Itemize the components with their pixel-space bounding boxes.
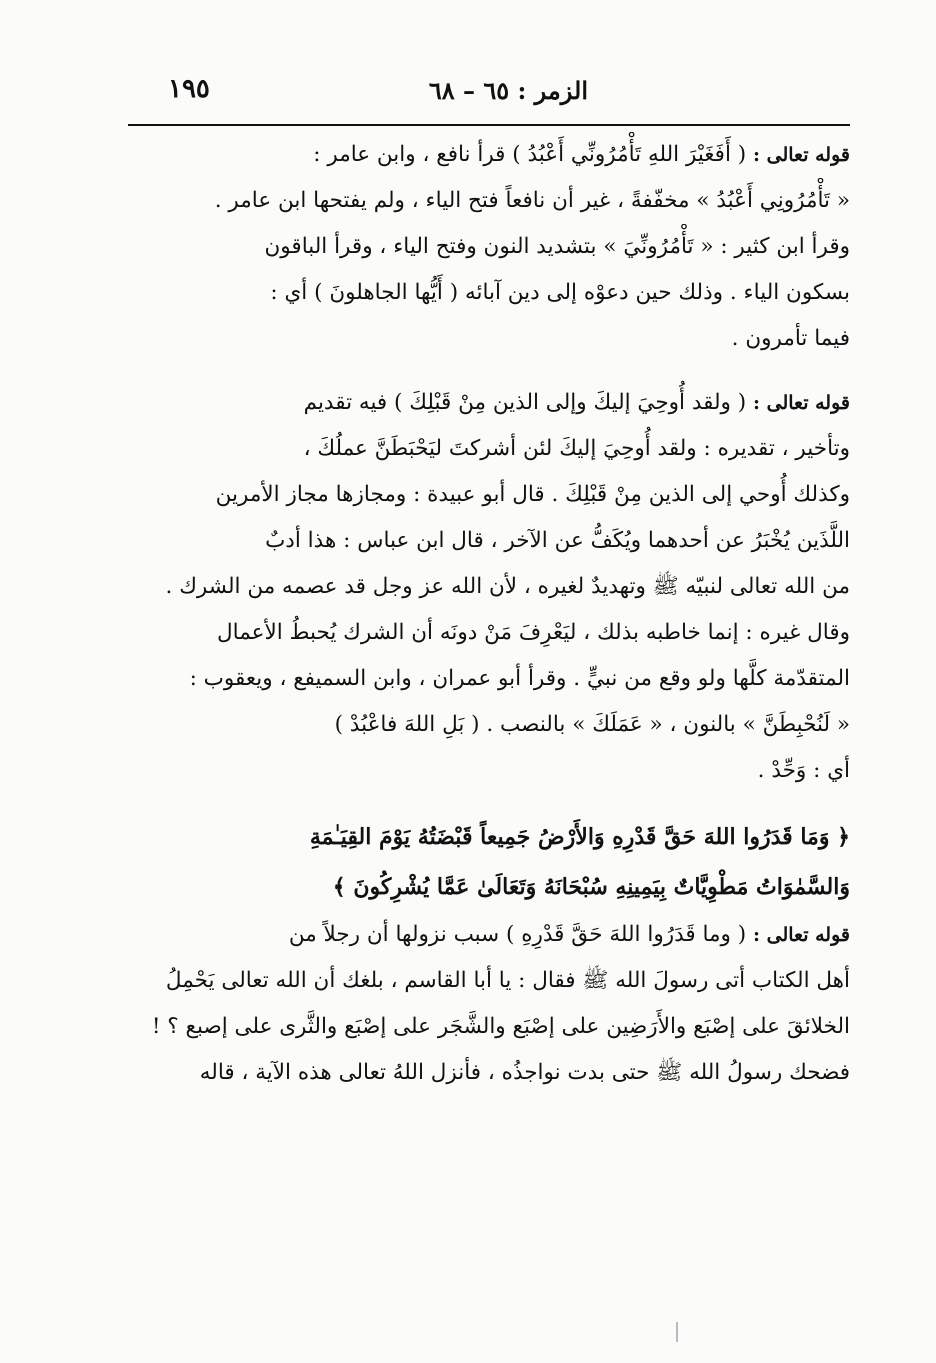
- paragraph-lead: قوله تعالى :: [753, 392, 850, 414]
- text-line: « لَنُحْبِطَنَّ » بالنون ، « عَمَلَكَ » بالنصب . ( بَلِ اللهَ فاعْبُدْ ): [334, 712, 850, 737]
- text-line: وقال غيره : إنما خاطبه بذلك ، ليَعْرِفَ مَنْ دونَه أن الشرك يُحبطُ الأعمال: [217, 620, 850, 645]
- text-line: بسكون الياء . وذلك حين دعوْه إلى دين آبائه ( أَيُّها الجاهلونَ ) أي :: [270, 280, 850, 305]
- text-line: ( أَفَغَيْرَ اللهِ تَأْمُرُونِّي أَعْبُدُ ) قرأ نافع ، وابن عامر :: [313, 142, 747, 167]
- text-line: فيما تأمرون .: [731, 326, 850, 351]
- text-line: وتأخير ، تقديره : ولقد أُوحِيَ إليكَ لئن أشركتَ ليَحْبَطَنَّ عملُكَ ،: [303, 436, 850, 461]
- surah-reference: الزمر : ٦٥ – ٦٨: [428, 76, 588, 105]
- text-line: أهل الكتاب أتى رسولَ الله ﷺ فقال : يا أبا القاسم ، بلغك أن الله تعالى يَحْمِلُ: [165, 968, 850, 993]
- paragraph-gap: [128, 362, 850, 380]
- page-number: ١٩٥: [168, 74, 210, 104]
- header-rule: [128, 124, 850, 126]
- paragraph-lead: قوله تعالى :: [753, 144, 850, 166]
- page-header: [128, 70, 848, 114]
- text-line: من الله تعالى لنبيّه ﷺ وتهديدٌ لغيره ، لأن الله عز وجل قد عصمه من الشرك .: [165, 574, 850, 599]
- text-line: اللَّذَين يُخْبَرُ عن أحدهما ويُكَفُّ عن الآخر ، قال ابن عباس : هذا أدبٌ: [265, 528, 850, 553]
- text-line: فضحك رسولُ الله ﷺ حتى بدت نواجذُه ، فأنزل اللهُ تعالى هذه الآية ، قاله: [199, 1060, 850, 1085]
- text-line: المتقدّمة كلَّها ولو وقع من نبيٍّ . وقرأ أبو عمران ، وابن السميفع ، ويعقوب :: [189, 666, 850, 691]
- page-body: [128, 132, 850, 1096]
- paragraph-gap: [128, 794, 850, 812]
- quran-verse: [128, 812, 850, 912]
- paragraph-1: [128, 132, 850, 362]
- paragraph-2: [128, 380, 850, 794]
- verse-line: وَالسَّمٰوَاتُ مَطْوِيَّاتٌ بِيَمِينِهِ سُبْحَانَهُ وَتَعَالَىٰ عَمَّا يُشْرِكُونَ ﴾: [332, 874, 850, 900]
- text-line: الخلائقَ على إصْبَع والأَرَضِين على إصْبَع والشَّجَر على إصْبَع والثَّرى على إصبع ؟ !: [151, 1014, 850, 1039]
- text-line: وقرأ ابن كثير : « تَأْمُرُونِّيَ » بتشديد النون وفتح الياء ، وقرأ الباقون: [264, 234, 850, 259]
- text-line: ( ولقد أُوحِيَ إليكَ وإلى الذين مِنْ قَبْلِكَ ) فيه تقديم: [303, 390, 747, 415]
- paragraph-lead: قوله تعالى :: [753, 924, 850, 946]
- text-line: وكذلك أُوحي إلى الذين مِنْ قَبْلِكَ . قال أبو عبيدة : ومجازها مجاز الأمرين: [215, 482, 850, 507]
- scan-artifact: [676, 1322, 678, 1342]
- text-line: « تَأْمُرُونِي أَعْبُدُ » مخفّفةً ، غير أن نافعاً فتح الياء ، ولم يفتحها ابن عامر .: [214, 188, 850, 213]
- verse-line: ﴿ وَمَا قَدَرُوا اللهَ حَقَّ قَدْرِهِ وَالأَرْضُ جَمِيعاً قَبْضَتُهُ يَوْمَ القِيَـٰمَةِ: [309, 824, 850, 850]
- paragraph-3: [128, 912, 850, 1096]
- text-line: أي : وَحِّدْ .: [757, 758, 850, 783]
- text-line: ( وما قَدَرُوا اللهَ حَقَّ قَدْرِهِ ) سبب نزولها أن رجلاً من: [288, 922, 747, 947]
